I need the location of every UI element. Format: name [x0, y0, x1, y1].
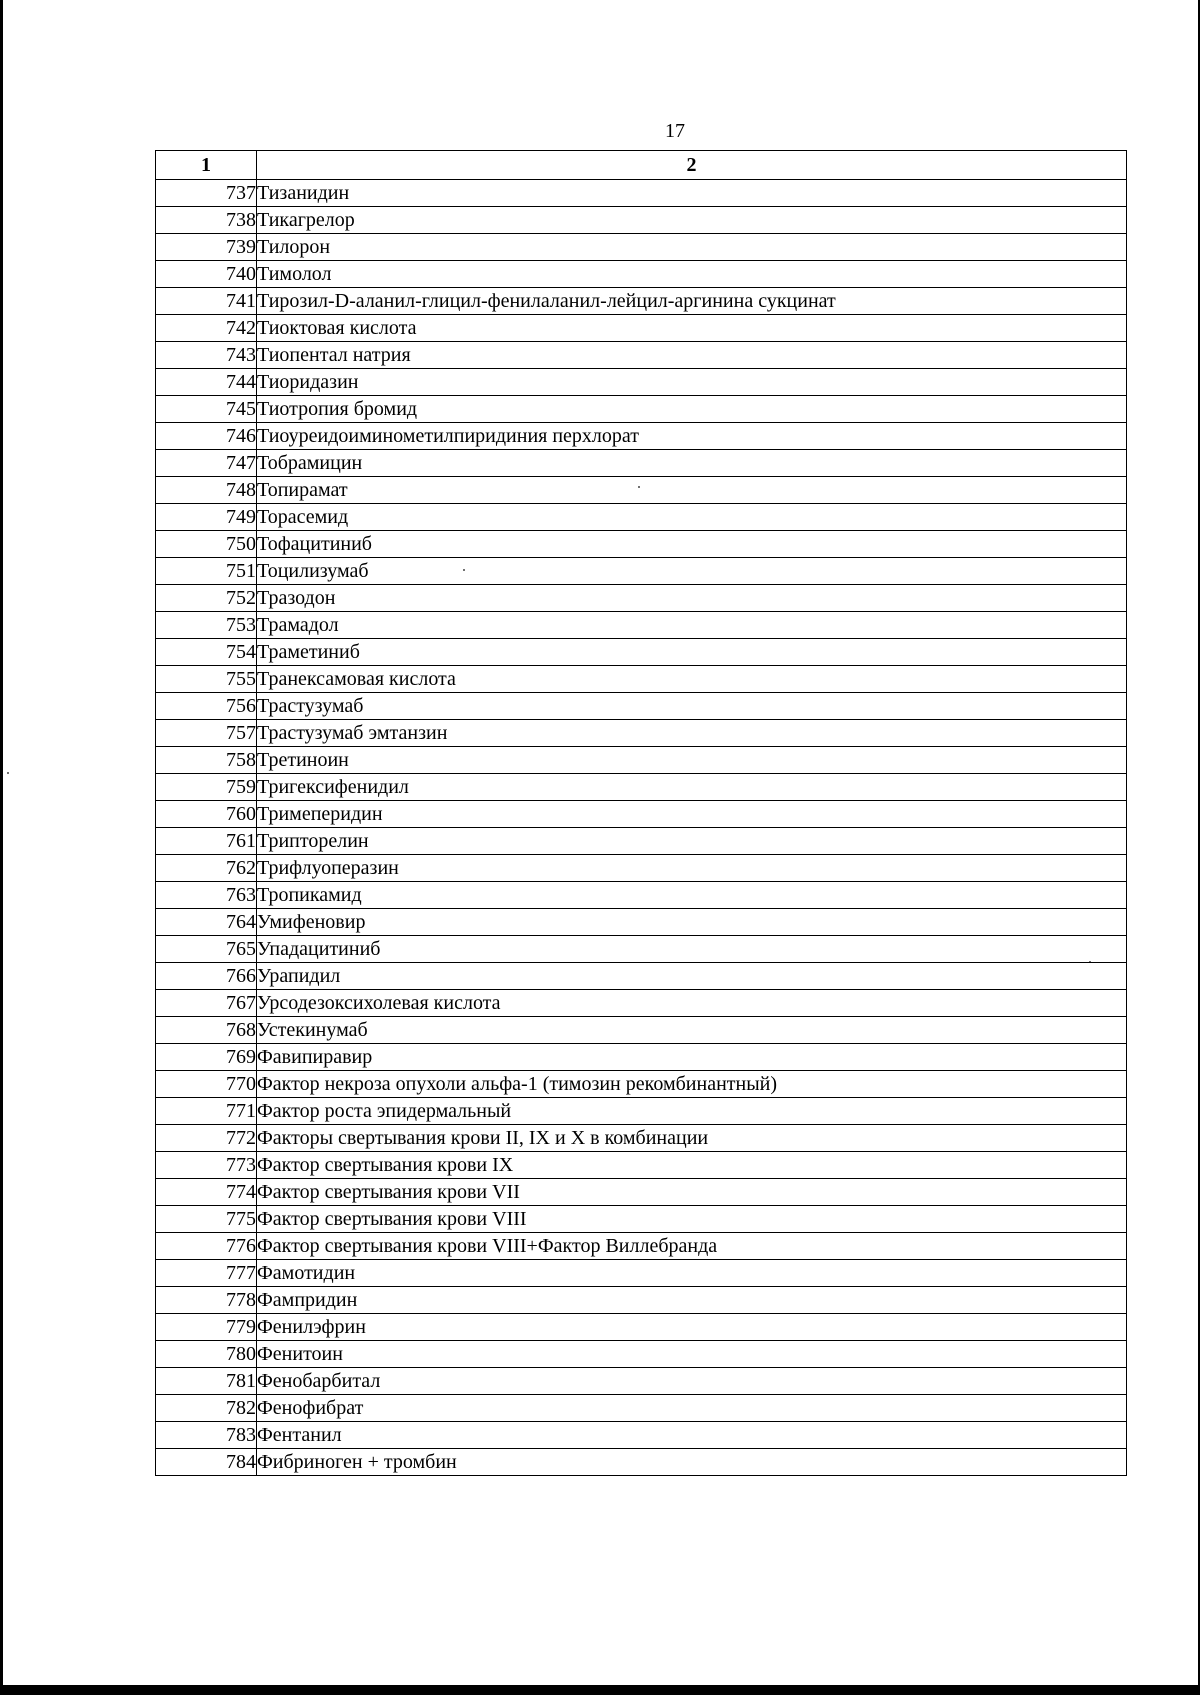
page-number: 17 [665, 120, 685, 142]
drug-name: Тиопентал натрия [257, 342, 1127, 369]
table-row [156, 990, 1127, 1017]
row-number: 775 [156, 1206, 257, 1233]
drug-name: Тизанидин [257, 180, 1127, 207]
table-row [156, 855, 1127, 882]
drug-name: Упадацитиниб [257, 936, 1127, 963]
row-number: 783 [156, 1422, 257, 1449]
drug-name: Трифлуоперазин [257, 855, 1127, 882]
drug-table [155, 150, 1127, 1476]
table-row [156, 801, 1127, 828]
table-row [156, 1260, 1127, 1287]
table-row [156, 450, 1127, 477]
drug-name: Тригексифенидил [257, 774, 1127, 801]
table-row [156, 1179, 1127, 1206]
row-number: 781 [156, 1368, 257, 1395]
scan-border-bottom [0, 1685, 1200, 1695]
drug-name: Фенилэфрин [257, 1314, 1127, 1341]
drug-name: Тиоктовая кислота [257, 315, 1127, 342]
row-number: 774 [156, 1179, 257, 1206]
drug-name: Фактор свертывания крови IX [257, 1152, 1127, 1179]
drug-name: Тимолол [257, 261, 1127, 288]
drug-name: Фампридин [257, 1287, 1127, 1314]
drug-name: Фенофибрат [257, 1395, 1127, 1422]
drug-name: Тикагрелор [257, 207, 1127, 234]
drug-name: Фактор некроза опухоли альфа-1 (тимозин рекомбинантный) [257, 1071, 1127, 1098]
drug-name: Устекинумаб [257, 1017, 1127, 1044]
table-row [156, 1071, 1127, 1098]
row-number: 753 [156, 612, 257, 639]
row-number: 748 [156, 477, 257, 504]
table-row [156, 369, 1127, 396]
table-row [156, 1341, 1127, 1368]
row-number: 749 [156, 504, 257, 531]
drug-name: Тобрамицин [257, 450, 1127, 477]
table-row [156, 234, 1127, 261]
drug-name: Урапидил [257, 963, 1127, 990]
table-row [156, 585, 1127, 612]
row-number: 741 [156, 288, 257, 315]
drug-name: Тоцилизумаб [257, 558, 1127, 585]
table-row [156, 720, 1127, 747]
row-number: 773 [156, 1152, 257, 1179]
row-number: 747 [156, 450, 257, 477]
drug-name: Трипторелин [257, 828, 1127, 855]
row-number: 759 [156, 774, 257, 801]
table-row [156, 666, 1127, 693]
row-number: 738 [156, 207, 257, 234]
table-row [156, 1125, 1127, 1152]
row-number: 778 [156, 1287, 257, 1314]
drug-name: Тримеперидин [257, 801, 1127, 828]
row-number: 767 [156, 990, 257, 1017]
row-number: 780 [156, 1341, 257, 1368]
scan-border-left [0, 0, 3, 1695]
row-number: 758 [156, 747, 257, 774]
row-number: 743 [156, 342, 257, 369]
row-number: 771 [156, 1098, 257, 1125]
drug-name: Умифеновир [257, 909, 1127, 936]
drug-name: Тразодон [257, 585, 1127, 612]
drug-name: Тирозил-D-аланил-глицил-фенилаланил-лейцил-аргинина сукцинат [257, 288, 1127, 315]
drug-name: Трамадол [257, 612, 1127, 639]
drug-name: Тропикамид [257, 882, 1127, 909]
drug-name: Тиотропия бромид [257, 396, 1127, 423]
drug-name: Фактор свертывания крови VIII+Фактор Виллебранда [257, 1233, 1127, 1260]
drug-name: Фенитоин [257, 1341, 1127, 1368]
row-number: 752 [156, 585, 257, 612]
table-row [156, 936, 1127, 963]
table-row [156, 882, 1127, 909]
table-row [156, 315, 1127, 342]
table-row [156, 396, 1127, 423]
table-row [156, 558, 1127, 585]
drug-name: Третиноин [257, 747, 1127, 774]
row-number: 756 [156, 693, 257, 720]
drug-name: Фенобарбитал [257, 1368, 1127, 1395]
row-number: 766 [156, 963, 257, 990]
table-row [156, 693, 1127, 720]
table-row [156, 207, 1127, 234]
drug-name: Фавипиравир [257, 1044, 1127, 1071]
table-row [156, 1287, 1127, 1314]
row-number: 762 [156, 855, 257, 882]
drug-name: Транексамовая кислота [257, 666, 1127, 693]
drug-name: Фамотидин [257, 1260, 1127, 1287]
table-row [156, 747, 1127, 774]
drug-name: Траметиниб [257, 639, 1127, 666]
column-header-name: 2 [257, 151, 1127, 180]
row-number: 769 [156, 1044, 257, 1071]
drug-name: Тилорон [257, 234, 1127, 261]
table-row [156, 1395, 1127, 1422]
row-number: 740 [156, 261, 257, 288]
table-row [156, 963, 1127, 990]
drug-name: Тиоридазин [257, 369, 1127, 396]
drug-name: Фактор роста эпидермальный [257, 1098, 1127, 1125]
row-number: 784 [156, 1449, 257, 1476]
table-row [156, 1098, 1127, 1125]
column-header-number: 1 [156, 151, 257, 180]
row-number: 745 [156, 396, 257, 423]
row-number: 757 [156, 720, 257, 747]
row-number: 744 [156, 369, 257, 396]
table-row [156, 261, 1127, 288]
row-number: 742 [156, 315, 257, 342]
row-number: 765 [156, 936, 257, 963]
table-row [156, 1044, 1127, 1071]
drug-name: Фибриноген + тромбин [257, 1449, 1127, 1476]
table-row [156, 1422, 1127, 1449]
table-row [156, 1314, 1127, 1341]
row-number: 751 [156, 558, 257, 585]
drug-name: Трастузумаб [257, 693, 1127, 720]
table-row [156, 1368, 1127, 1395]
table-row [156, 423, 1127, 450]
table-row [156, 1449, 1127, 1476]
drug-name: Факторы свертывания крови II, IX и X в комбинации [257, 1125, 1127, 1152]
table-row [156, 774, 1127, 801]
row-number: 763 [156, 882, 257, 909]
table-row [156, 1206, 1127, 1233]
table-body [156, 180, 1127, 1476]
row-number: 754 [156, 639, 257, 666]
row-number: 737 [156, 180, 257, 207]
row-number: 782 [156, 1395, 257, 1422]
table-row [156, 531, 1127, 558]
row-number: 779 [156, 1314, 257, 1341]
row-number: 768 [156, 1017, 257, 1044]
row-number: 760 [156, 801, 257, 828]
drug-name: Топирамат [257, 477, 1127, 504]
table-row [156, 288, 1127, 315]
drug-name: Тофацитиниб [257, 531, 1127, 558]
drug-name: Урсодезоксихолевая кислота [257, 990, 1127, 1017]
row-number: 772 [156, 1125, 257, 1152]
table-row [156, 828, 1127, 855]
table-row [156, 639, 1127, 666]
drug-name: Фентанил [257, 1422, 1127, 1449]
table-row [156, 909, 1127, 936]
scan-speck [7, 772, 9, 774]
table-row [156, 342, 1127, 369]
table-row [156, 504, 1127, 531]
drug-name: Трастузумаб эмтанзин [257, 720, 1127, 747]
table-row [156, 180, 1127, 207]
row-number: 750 [156, 531, 257, 558]
table-row [156, 477, 1127, 504]
row-number: 764 [156, 909, 257, 936]
drug-name: Фактор свертывания крови VIII [257, 1206, 1127, 1233]
drug-name: Торасемид [257, 504, 1127, 531]
drug-name: Тиоуреидоиминометилпиридиния перхлорат [257, 423, 1127, 450]
drug-name: Фактор свертывания крови VII [257, 1179, 1127, 1206]
row-number: 739 [156, 234, 257, 261]
row-number: 777 [156, 1260, 257, 1287]
table-row [156, 1152, 1127, 1179]
row-number: 761 [156, 828, 257, 855]
row-number: 755 [156, 666, 257, 693]
table-row [156, 1017, 1127, 1044]
row-number: 746 [156, 423, 257, 450]
row-number: 770 [156, 1071, 257, 1098]
table-header-row [156, 151, 1127, 180]
table-row [156, 612, 1127, 639]
row-number: 776 [156, 1233, 257, 1260]
table-row [156, 1233, 1127, 1260]
